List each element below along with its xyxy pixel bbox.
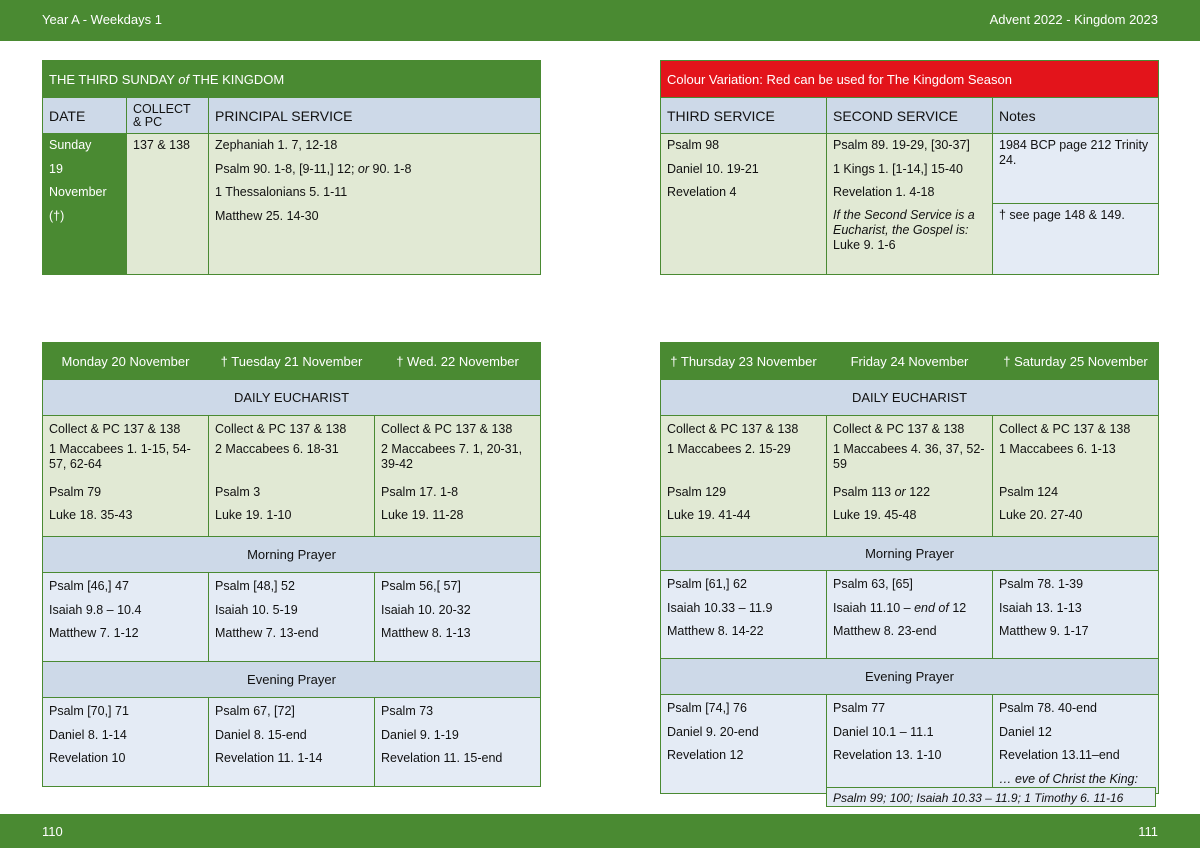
reading: Psalm 98 — [667, 138, 720, 152]
reading: Revelation 11. 15-end — [381, 751, 503, 765]
reading: Daniel 9. 20-end — [667, 724, 759, 739]
reading: Collect & PC 137 & 138 — [49, 422, 181, 436]
reading: Revelation 4 — [667, 185, 737, 199]
reading: Zephaniah 1. 7, 12-18 — [215, 138, 338, 152]
eucharist-cell-tuesday — [209, 416, 375, 537]
reading — [833, 481, 986, 505]
morning-cell-wednesday — [375, 573, 541, 662]
reading: Matthew 8. 23-end — [833, 624, 937, 638]
reading: Psalm 63, [65] — [833, 577, 913, 591]
morning-cell-monday — [43, 573, 209, 662]
reading-or: or — [357, 161, 370, 176]
reading-part: Psalm 113 — [833, 484, 895, 499]
reading: Psalm [61,] 62 — [667, 577, 747, 591]
reading: Collect & PC 137 & 138 — [833, 422, 965, 436]
second-service-gospel: Luke 9. 1-6 — [833, 237, 896, 252]
sunday-collect-cell — [127, 134, 209, 275]
reading: Revelation 1. 4-18 — [833, 185, 935, 199]
sunday-title-text-end: THE KINGDOM — [189, 71, 285, 87]
day-header-wednesday: † Wed. 22 November — [375, 343, 541, 380]
sunday-title — [43, 61, 541, 98]
eucharist-cell-thursday — [661, 416, 827, 537]
eve-of-christ-the-king-note: … eve of Christ the King: — [999, 771, 1138, 786]
reading: Psalm 89. 19-29, [30-37] — [833, 138, 970, 152]
reading: 1 Maccabees 6. 1-13 — [999, 441, 1116, 456]
collect-value: 137 & 138 — [133, 138, 190, 152]
reading: 2 Maccabees 7. 1, 20-31, 39-42 — [381, 441, 523, 471]
reading: Psalm 67, [72] — [215, 704, 295, 718]
reading: Psalm [46,] 47 — [49, 579, 129, 593]
reading-part: Psalm 90. 1-8, [9-11,] 12; — [215, 161, 358, 176]
reading: Psalm [70,] 71 — [49, 704, 129, 718]
reading: Isaiah 9.8 – 10.4 — [49, 602, 142, 617]
reading: Daniel 8. 15-end — [215, 727, 307, 742]
evening-cell-wednesday — [375, 698, 541, 787]
reading: Revelation 10 — [49, 751, 126, 765]
eve-readings-box: Psalm 99; 100; Isaiah 10.33 – 11.9; 1 Timothy 6. 11-16 — [826, 787, 1156, 807]
reading: Isaiah 10. 20-32 — [381, 602, 471, 617]
sunday-date-cell — [43, 134, 127, 275]
eucharist-cell-saturday — [993, 416, 1159, 537]
reading: Psalm 56,[ 57] — [381, 579, 461, 593]
reading: 1 Maccabees 1. 1-15, 54-57, 62-64 — [49, 441, 191, 471]
reading: Daniel 8. 1-14 — [49, 727, 127, 742]
reading: Isaiah 13. 1-13 — [999, 600, 1082, 615]
reading: Psalm 77 — [833, 701, 886, 715]
header-left-text: Year A - Weekdays 1 — [42, 12, 162, 27]
sunday-table — [42, 60, 541, 275]
reading: Matthew 8. 14-22 — [667, 624, 764, 638]
reading: Isaiah 10.33 – 11.9 — [667, 600, 773, 615]
sunday-services-table — [660, 60, 1159, 275]
page-footer-bar — [0, 814, 1200, 848]
reading: Daniel 9. 1-19 — [381, 727, 459, 742]
sunday-principal-cell — [209, 134, 541, 275]
reading: Psalm [48,] 52 — [215, 579, 295, 593]
reading: 1 Thessalonians 5. 1-11 — [215, 185, 348, 199]
reading: 1 Maccabees 4. 36, 37, 52-59 — [833, 441, 985, 471]
col-header-date: DATE — [43, 98, 127, 134]
reading: Psalm 17. 1-8 — [381, 484, 459, 499]
reading: Collect & PC 137 & 138 — [381, 422, 513, 436]
reading: Psalm 129 — [667, 484, 727, 499]
morning-cell-friday — [827, 571, 993, 659]
reading-part: 12 — [948, 600, 967, 615]
reading: Luke 19. 41-44 — [667, 508, 751, 522]
reading: Matthew 25. 14-30 — [215, 208, 319, 223]
reading: Psalm [74,] 76 — [667, 701, 747, 715]
reading: Luke 19. 1-10 — [215, 508, 292, 522]
morning-cell-saturday — [993, 571, 1159, 659]
reading: Matthew 8. 1-13 — [381, 626, 471, 640]
reading: Collect & PC 137 & 138 — [215, 422, 347, 436]
reading: Daniel 10.1 – 11.1 — [833, 724, 934, 739]
reading: Psalm 78. 40-end — [999, 701, 1097, 715]
reading: Psalm 79 — [49, 484, 102, 499]
eucharist-cell-friday — [827, 416, 993, 537]
page-number-left: 110 — [42, 824, 63, 839]
notes-cell-1: 1984 BCP page 212 Trinity 24. — [993, 134, 1159, 204]
col-header-principal: PRINCIPAL SERVICE — [209, 98, 541, 134]
reading: Luke 19. 11-28 — [381, 508, 464, 522]
reading: Psalm 73 — [381, 704, 434, 718]
date-line: (†) — [49, 208, 65, 223]
sunday-title-of: of — [178, 71, 190, 87]
header-right-text: Advent 2022 - Kingdom 2023 — [989, 12, 1158, 27]
date-line: Sunday — [49, 138, 92, 152]
page-number-right: 111 — [1138, 824, 1158, 839]
day-header-tuesday: † Tuesday 21 November — [209, 343, 375, 380]
day-header-monday: Monday 20 November — [43, 343, 209, 380]
reading: Matthew 7. 1-12 — [49, 626, 139, 640]
morning-cell-thursday — [661, 571, 827, 659]
section-evening-prayer: Evening Prayer — [43, 662, 541, 698]
reading-italic: end of — [914, 600, 949, 615]
col-header-collect: COLLECT & PC — [127, 98, 209, 134]
date-line: 19 — [49, 161, 63, 176]
reading: Psalm 78. 1-39 — [999, 577, 1084, 591]
reading: 1 Kings 1. [1-14,] 15-40 — [833, 161, 963, 176]
page-header-bar — [0, 0, 1200, 41]
reading-part: 122 — [905, 484, 931, 499]
reading: Revelation 12 — [667, 748, 744, 762]
day-header-thursday: † Thursday 23 November — [661, 343, 827, 380]
col-header-third-service: THIRD SERVICE — [661, 98, 827, 134]
reading: Collect & PC 137 & 138 — [667, 422, 799, 436]
reading — [833, 597, 986, 621]
reading: 2 Maccabees 6. 18-31 — [215, 441, 339, 456]
reading: Luke 19. 45-48 — [833, 508, 917, 522]
eucharist-cell-wednesday — [375, 416, 541, 537]
eucharist-cell-monday — [43, 416, 209, 537]
reading: Psalm 124 — [999, 484, 1059, 499]
reading: Luke 18. 35-43 — [49, 508, 133, 522]
reading: 1 Maccabees 2. 15-29 — [667, 441, 791, 456]
reading: Matthew 7. 13-end — [215, 626, 319, 640]
weekdays-table-left — [42, 342, 541, 787]
reading: Revelation 13. 1-10 — [833, 748, 942, 762]
evening-cell-saturday — [993, 695, 1159, 794]
reading: Psalm 3 — [215, 484, 261, 499]
section-evening-prayer: Evening Prayer — [661, 659, 1159, 695]
reading — [215, 158, 534, 182]
sunday-title-text: THE THIRD SUNDAY — [49, 71, 179, 87]
day-header-friday: Friday 24 November — [827, 343, 993, 380]
reading: Daniel 10. 19-21 — [667, 161, 759, 176]
date-line: November — [49, 185, 107, 199]
reading: Luke 20. 27-40 — [999, 508, 1083, 522]
reading: Revelation 11. 1-14 — [215, 751, 323, 765]
section-daily-eucharist: DAILY EUCHARIST — [661, 380, 1159, 416]
evening-cell-thursday — [661, 695, 827, 794]
second-service-note: If the Second Service is a Eucharist, the Gospel is: — [833, 207, 975, 237]
section-morning-prayer: Morning Prayer — [661, 537, 1159, 571]
day-header-saturday: † Saturday 25 November — [993, 343, 1159, 380]
reading: Collect & PC 137 & 138 — [999, 422, 1131, 436]
reading-part: 90. 1-8 — [369, 161, 412, 176]
evening-cell-monday — [43, 698, 209, 787]
third-service-cell — [661, 134, 827, 275]
section-daily-eucharist: DAILY EUCHARIST — [43, 380, 541, 416]
reading: Matthew 9. 1-17 — [999, 624, 1089, 638]
morning-cell-tuesday — [209, 573, 375, 662]
section-morning-prayer: Morning Prayer — [43, 537, 541, 573]
colour-variation-note: Colour Variation: Red can be used for The Kingdom Season — [661, 61, 1159, 98]
reading: Daniel 12 — [999, 724, 1052, 739]
reading-or: or — [894, 484, 906, 499]
reading: Revelation 13.11–end — [999, 748, 1120, 762]
evening-cell-friday — [827, 695, 993, 794]
weekdays-table-right — [660, 342, 1159, 794]
col-header-second-service: SECOND SERVICE — [827, 98, 993, 134]
col-header-notes: Notes — [993, 98, 1159, 134]
second-service-cell — [827, 134, 993, 275]
evening-cell-tuesday — [209, 698, 375, 787]
reading: Isaiah 10. 5-19 — [215, 602, 298, 617]
notes-cell-2: † see page 148 & 149. — [993, 204, 1159, 275]
reading-part: Isaiah 11.10 – — [833, 600, 915, 615]
